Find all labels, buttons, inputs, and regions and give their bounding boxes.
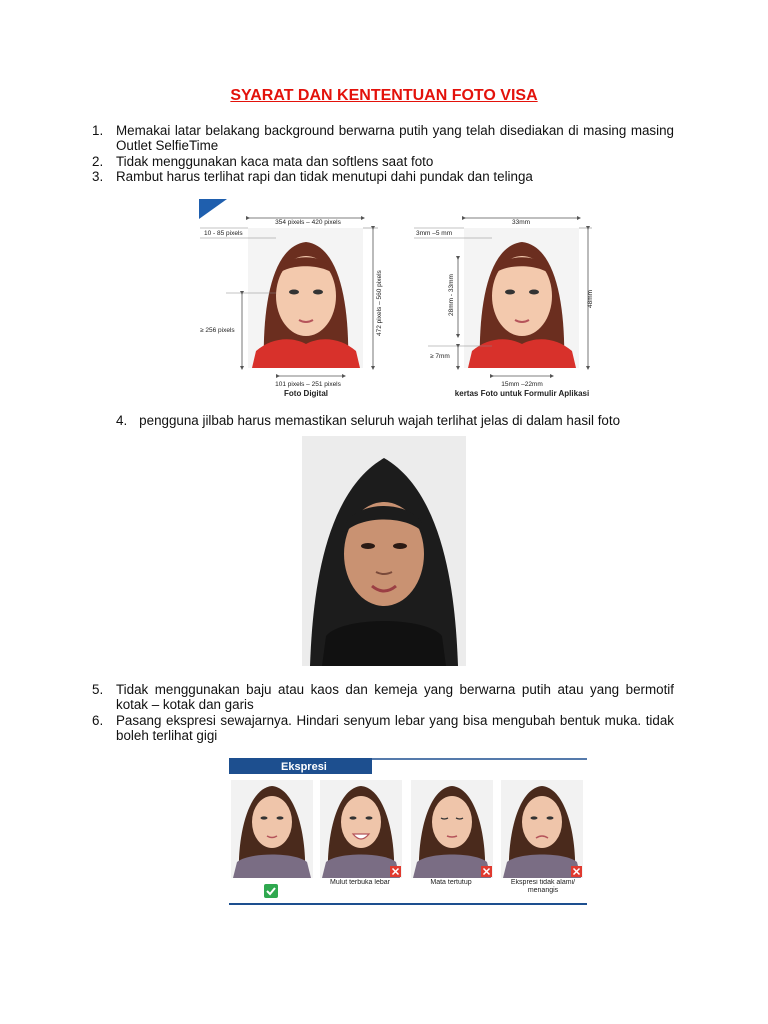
paper-height-label: 48mm <box>587 289 594 308</box>
page-title: SYARAT DAN KENTENTUAN FOTO VISA <box>230 87 538 104</box>
paper-chin-label: ≥ 7mm <box>430 353 450 360</box>
expression-photo-ok <box>231 780 313 878</box>
photo-size-figure <box>196 196 608 402</box>
expression-caption-eyes: Mata tertutup <box>430 879 472 886</box>
hijab-photo <box>302 436 466 666</box>
paper-caption: kertas Foto untuk Formulir Aplikasi <box>454 389 590 398</box>
list-item-1 <box>92 123 674 153</box>
list-item-3 <box>92 169 674 184</box>
expression-header: Ekspresi <box>281 761 327 773</box>
list-text: Tidak menggunakan kaca mata dan softlens saat foto <box>116 154 434 169</box>
digital-width-label: 354 pixels – 420 pixels <box>275 219 341 226</box>
paper-face-label: 28mm - 33mm <box>448 274 455 316</box>
list-item-2 <box>92 154 674 169</box>
expression-photo-open-mouth <box>320 780 402 878</box>
list-number: 3. <box>92 169 104 184</box>
list-number: 2. <box>92 154 104 169</box>
digital-photo <box>248 228 363 368</box>
list-number: 4. <box>116 413 128 428</box>
list-text: Memakai latar belakang background berwarna putih yang telah disediakan di masing masing Outlet SelfieTime <box>116 123 674 154</box>
digital-bottom-label: 101 pixels – 251 pixels <box>275 381 341 388</box>
cross-icon <box>571 866 582 877</box>
digital-height-label: 472 pixels – 560 pixels <box>376 270 383 336</box>
list-number: 1. <box>92 123 104 138</box>
cross-icon <box>390 866 401 877</box>
paper-top-label: 3mm –5 mm <box>416 230 453 237</box>
digital-caption: Foto Digital <box>284 389 328 398</box>
expression-photo-unnatural <box>501 780 583 878</box>
list-item-6 <box>92 713 674 743</box>
expression-caption-mouth: Mulut terbuka lebar <box>330 879 390 886</box>
digital-top-label: 10 - 85 pixels <box>204 230 243 237</box>
list-text: Pasang ekspresi sewajarnya. Hindari senyum lebar yang bisa mengubah bentuk muka. tidak boleh terlihat gigi <box>116 713 674 744</box>
list-number: 5. <box>92 682 104 697</box>
list-text: pengguna jilbab harus memastikan seluruh wajah terlihat jelas di dalam hasil foto <box>139 413 621 428</box>
expression-photo-closed-eyes <box>411 780 493 878</box>
paper-bottom-label: 15mm –22mm <box>501 381 543 388</box>
paper-photo <box>464 228 579 368</box>
paper-width-label: 33mm <box>511 219 531 226</box>
cross-icon <box>481 866 492 877</box>
digital-face-label: ≥ 256 pixels <box>200 327 235 334</box>
expression-figure <box>229 758 587 906</box>
list-number: 6. <box>92 713 104 728</box>
list-text: Tidak menggunakan baju atau kaos dan kemeja yang berwarna putih atau yang bermotif kotak – kotak dan garis <box>116 682 674 713</box>
list-item-4 <box>116 413 620 428</box>
list-item-5 <box>92 682 674 712</box>
check-icon <box>264 884 278 898</box>
expression-caption-unnatural: Ekspresi tidak alami/ menangis <box>510 879 576 894</box>
list-text: Rambut harus terlihat rapi dan tidak menutupi dahi pundak dan telinga <box>116 169 533 184</box>
